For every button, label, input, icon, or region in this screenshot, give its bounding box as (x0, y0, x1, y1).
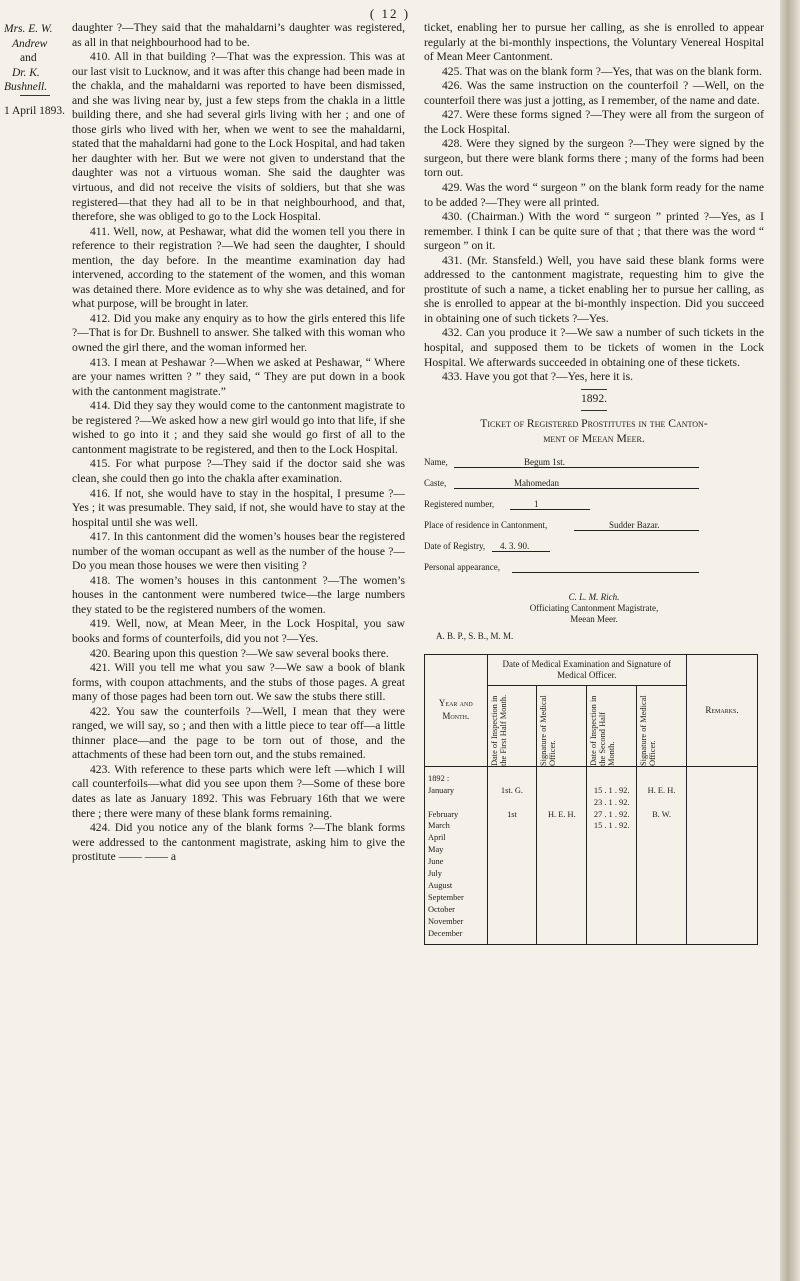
signature-title: Officiating Cantonment Magistrate, (529, 603, 659, 614)
margin-witness-3: Dr. K. (12, 66, 40, 79)
year-label: 1892 : (428, 773, 450, 783)
paragraph: 429. Was the word “ surgeon ” on the blank form ready for the name to be added ?—They were all printed. (424, 181, 764, 209)
page-edge (780, 0, 800, 1281)
month-jun: June (428, 857, 444, 867)
right-column (424, 21, 764, 945)
ticket-field-registry: Date of Registry, 4. 3. 90. (424, 536, 724, 557)
feb-signature-2: B. W. (652, 809, 671, 819)
paragraph: 420. Bearing upon this question ?—We saw several books there. (90, 646, 389, 660)
paragraph: 425. That was on the blank form ?—Yes, that was on the blank form. (442, 64, 762, 78)
signature-name: C. L. M. Rich. (568, 592, 620, 603)
ticket-field-number: Registered number, 1 (424, 494, 724, 515)
margin-and: and (20, 52, 37, 65)
ticket-field-name: Name, Begum 1st. (424, 452, 724, 473)
paragraph: 419. Well, now, at Mean Meer, in the Lock Hospital, you saw books and forms of counterfoils, did you not ?—Yes. (72, 617, 405, 645)
paragraph: 428. Were they signed by the surgeon ?—They were signed by the surgeon, but there were blank forms there ; many of the forms had been torn out. (424, 137, 764, 180)
paragraph: 426. Was the same instruction on the counterfoil ? —Well, on the counterfoil there was just a jotting, as I remember, of the name and date. (424, 79, 764, 107)
remarks-cells (686, 766, 757, 944)
col-signature-1-header: Signature of Medical Officer. (539, 695, 558, 766)
ticket-heading-2: ment of Meean Meer. (543, 431, 645, 445)
inspection-register-table (424, 654, 758, 945)
paragraph: 414. Did they say they would come to the cantonment magistrate to be registered ?—We asked how a new girl would go into that life, if she wished to go into it ; and they said she would go first of all to the cantonment magistrate to be registered, and then to the Lock Hospital. (72, 399, 405, 456)
paragraph: 413. I mean at Peshawar ?—When we asked at Peshawar, “ Where are your names written ? ” they said, “ They are put down in a book with the cantonment magistrate.” (72, 355, 405, 398)
jan-first-half: 1st. G. (500, 785, 524, 795)
col-second-half-header: Date of Inspection in the Second Half Month. (589, 695, 617, 766)
jan-second-half-b: 23 . 1 . 92. (593, 797, 630, 807)
ticket-heading-1: Ticket of Registered Prostitutes in the Canton- (480, 417, 708, 431)
paragraph: 430. (Chairman.) With the word “ surgeon ” printed ?—Yes, as I remember. I think I can be quite sure of that ; that there was the word “ surgeon ” on it. (424, 210, 764, 253)
col-first-half-header: Date of Inspection in the First Half Month. (489, 694, 508, 766)
month-may: May (428, 845, 444, 855)
month-list (425, 766, 488, 944)
jan-signature-2: H. E. H. (647, 785, 676, 795)
margin-rule (20, 95, 50, 96)
margin-witness-2: Andrew (12, 37, 48, 50)
feb-second-half-a: 27 . 1 . 92. (593, 809, 630, 819)
paragraph: ticket, enabling her to pursue her calling, as she is enrolled to appear regularly at the bi-monthly inspections, the Voluntary Venereal Hospital of Mean Meer Cantonment. (424, 21, 764, 64)
month-nov: November (428, 916, 464, 926)
paragraph: 415. For what purpose ?—They said if the doctor said she was clean, she could then go into the chakla after examination. (72, 457, 405, 485)
paragraph: 416. If not, she would have to stay in the hospital, I presume ?—Yes ; it was presumable. They said, if not, she would have to stay at the hospital until she was well. (72, 486, 405, 529)
paragraph: 411. Well, now, at Peshawar, what did the women tell you there in reference to their registration ?—We had seen the daughter, I should mention, the day before. In the meantime examination day had intervened, according to the statement of the women, and this woman was detained there. More evidence as to why she was detained, and for what purpose, will be brought in later. (72, 224, 405, 311)
month-oct: October (428, 904, 455, 914)
year-month-header: Year and Month. (425, 654, 488, 766)
paragraph: 418. The women’s houses in this cantonment ?—The women’s houses in the cantonment were numbered twice—the large numbers they stated to be the registered numbers of the women. (72, 573, 405, 616)
month-apr: April (428, 833, 446, 843)
paragraph: 417. In this cantonment did the women’s houses bear the registered number of the woman occupant as well as the number of the house ?—Do you mean those houses we were then visiting ? (72, 530, 405, 573)
month-feb: February (428, 809, 459, 819)
month-aug: August (428, 881, 453, 891)
ticket-signature (424, 592, 764, 625)
margin-date: 1 April 1893. (4, 104, 66, 117)
ticket-field-residence: Place of residence in Cantonment, Sudder Bazar. (424, 515, 724, 536)
paragraph: 423. With reference to these parts which were left —which I will call counterfoils—what did you see upon them ?—Some of these bore dates as late as January 1892. This was February 16th that we were there ; there were many of these blank forms remaining. (72, 762, 405, 820)
paragraph: 421. Will you tell me what you saw ?—We saw a book of blank forms, with coupon attachments, and the stubs of those pages. A great many of those pages had been torn out. We saw the stubs there still. (72, 661, 405, 704)
margin-witness-1: Mrs. E. W. (4, 23, 53, 35)
col-signature-1-cells (537, 766, 587, 944)
month-dec: December (428, 928, 463, 938)
col-first-half-cells (487, 766, 537, 944)
feb-first-half: 1st (507, 809, 517, 819)
col-signature-2-header: Signature of Medical Officer. (639, 695, 658, 766)
ticket-field-caste: Caste, Mahomedan (424, 473, 724, 494)
ticket-year: 1892. (580, 391, 608, 405)
feb-second-half-b: 15 . 1 . 92. (593, 821, 630, 831)
section-rule (581, 410, 607, 411)
paragraph: 424. Did you notice any of the blank forms ?—The blank forms were addressed to the cantonment magistrate, asking him to give the prostitute —— —— a (72, 821, 405, 864)
paragraph: 412. Did you make any enquiry as to how the girls entered this life ?—That is for Dr. Bushnell to answer. She talked with this woman who owned the girl there, and the woman informed her. (72, 311, 405, 355)
paragraph: 410. All in that building ?—That was the expression. This was at our last visit to Lucknow, and it was after this change had been made in the chakla, and the mahaldarni was reported to have been dismissed, and she was living near by, just a few steps from the chakla in a little building there, and she had several girls living with her ; and one of those girls who lived with her, when we went to see the mahaldarni, stated that the mahaldarni had gone to the Lock Hospital, and had taken her daughter with her. But we were not given to understand that the daughter was not a virtuous woman. She said the daughter was virtuous, and did not receive the visits of soldiers, but that she was registered—that they had all to be in that neighbourhood, and that, therefore, she was obliged to go to the Lock Hospital. (72, 50, 405, 224)
signature-place: Meean Meer. (570, 614, 618, 625)
month-sep: September (428, 892, 464, 902)
paragraph: 433. Have you got that ?—Yes, here it is. (442, 370, 634, 384)
paragraph: 427. Were these forms signed ?—They were all from the surgeon of the Lock Hospital. (424, 108, 764, 136)
paragraph: 431. (Mr. Stansfeld.) Well, you have said these blank forms were addressed to the cantonment magistrate, requesting him to give the prostitute of such a name, a ticket enabling her to pursue her calling, as she is enrolled to appear at the bi-monthly inspection. Did you succeed in obtaining one of such tickets ?—Yes. (424, 253, 764, 325)
jan-signature-1 (539, 785, 584, 797)
exam-header: Date of Medical Examination and Signature of Medical Officer. (487, 654, 686, 685)
paragraph: 422. You saw the counterfoils ?—Well, I mean that they were ranged, we will say, so ; and then with a little piece to tear off—a little thinner place—and the page to be torn out of those, and the attachments of these had been torn out, and the stubs remained. (72, 704, 405, 762)
jan-second-half-a: 15 . 1 . 92. (593, 785, 630, 795)
left-column (72, 21, 405, 865)
month-jan: January (428, 785, 455, 795)
col-signature-2-cells (637, 766, 687, 944)
feb-signature-1: H. E. H. (547, 809, 576, 819)
paragraph: daughter ?—They said that the mahaldarni’s daughter was registered, as all in that neighbourhood had to be. (72, 21, 405, 49)
margin-witness-4: Bushnell. (4, 81, 48, 94)
section-rule (581, 389, 607, 390)
ticket-field-appearance: Personal appearance, (424, 557, 724, 578)
page-number: ( 12 ) (369, 6, 411, 21)
month-jul: July (428, 869, 442, 879)
margin-note (4, 22, 70, 119)
ticket-initials: A. B. P., S. B., M. M. (436, 631, 514, 642)
col-second-half-cells (587, 766, 637, 944)
ticket-form (424, 452, 724, 578)
remarks-header: Remarks. (686, 654, 757, 766)
paragraph: 432. Can you produce it ?—We saw a number of such tickets in the hospital, and supposed them to be tickets of women in the Lock Hospital. We afterwards succeeded in obtaining one of these tickets. (424, 326, 764, 369)
month-mar: March (428, 821, 450, 831)
